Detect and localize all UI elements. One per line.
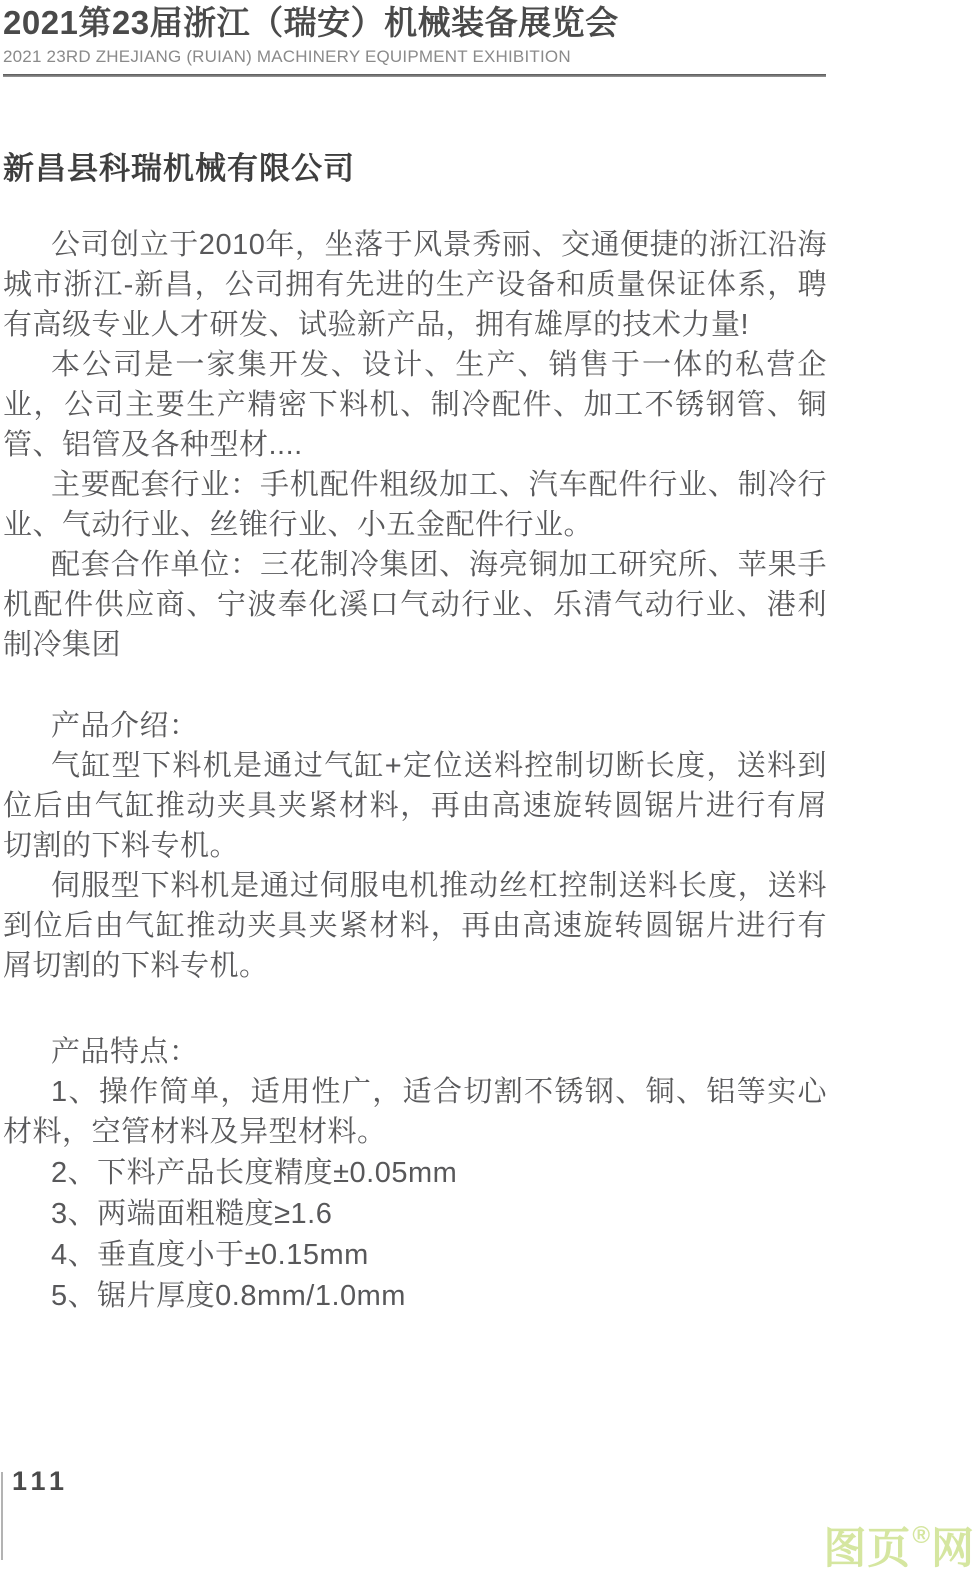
paragraph-cylinder-cutting-machine: 气缸型下料机是通过气缸+定位送料控制切断长度，送料到位后由气缸推动夹具夹紧材料，再由高速旋转圆锯片进行有屑切割的下料专机。 <box>3 750 827 862</box>
page-number: 111 <box>12 1466 70 1496</box>
product-intro-heading: 产品介绍： <box>51 710 199 742</box>
page-header <box>3 0 827 77</box>
feature-item-5: 5、锯片厚度0.8mm/1.0mm <box>51 1280 406 1312</box>
footer-divider <box>1 1472 3 1560</box>
exhibition-subtitle: 2021 23RD ZHEJIANG (RUIAN) MACHINERY EQUIPMENT EXHIBITION <box>3 47 571 66</box>
paragraph-partner-companies: 配套合作单位：三花制冷集团、海亮铜加工研究所、苹果手机配件供应商、宁波奉化溪口气动行业、乐清气动行业、港利制冷集团 <box>3 549 827 661</box>
paragraph-supporting-industries: 主要配套行业：手机配件粗级加工、汽车配件行业、制冷行业、气动行业、丝锥行业、小五金配件行业。 <box>3 469 827 541</box>
feature-item-4: 4、垂直度小于±0.15mm <box>51 1239 369 1271</box>
paragraph-servo-cutting-machine: 伺服型下料机是通过伺服电机推动丝杠控制送料长度，送料到位后由气缸推动夹具夹紧材料，再由高速旋转圆锯片进行有屑切割的下料专机。 <box>3 870 827 982</box>
exhibition-title: 2021第23届浙江（瑞安）机械装备展览会 <box>3 4 619 41</box>
paragraph-company-founding: 公司创立于2010年，坐落于风景秀丽、交通便捷的浙江沿海城市浙江-新昌，公司拥有先进的生产设备和质量保证体系，聘有高级专业人才研发、试验新产品，拥有雄厚的技术力量! <box>3 229 827 341</box>
watermark-logo <box>823 1523 975 1572</box>
paragraph-company-business: 本公司是一家集开发、设计、生产、销售于一体的私营企业，公司主要生产精密下料机、制冷配件、加工不锈钢管、铜管、铝管及各种型材.... <box>3 349 827 461</box>
watermark-text-left: 图页 <box>823 1524 912 1572</box>
company-name: 新昌县科瑞机械有限公司 <box>3 151 355 186</box>
feature-item-3: 3、两端面粗糙度≥1.6 <box>51 1198 333 1230</box>
feature-item-2: 2、下料产品长度精度±0.05mm <box>51 1157 458 1189</box>
header-divider <box>3 74 826 77</box>
registered-trademark-icon: ® <box>912 1521 930 1549</box>
watermark-text-right: 网 <box>931 1524 975 1572</box>
product-features-heading: 产品特点： <box>51 1036 199 1068</box>
feature-item-1: 1、操作简单，适用性广，适合切割不锈钢、铜、铝等实心材料，空管材料及异型材料。 <box>3 1076 827 1148</box>
